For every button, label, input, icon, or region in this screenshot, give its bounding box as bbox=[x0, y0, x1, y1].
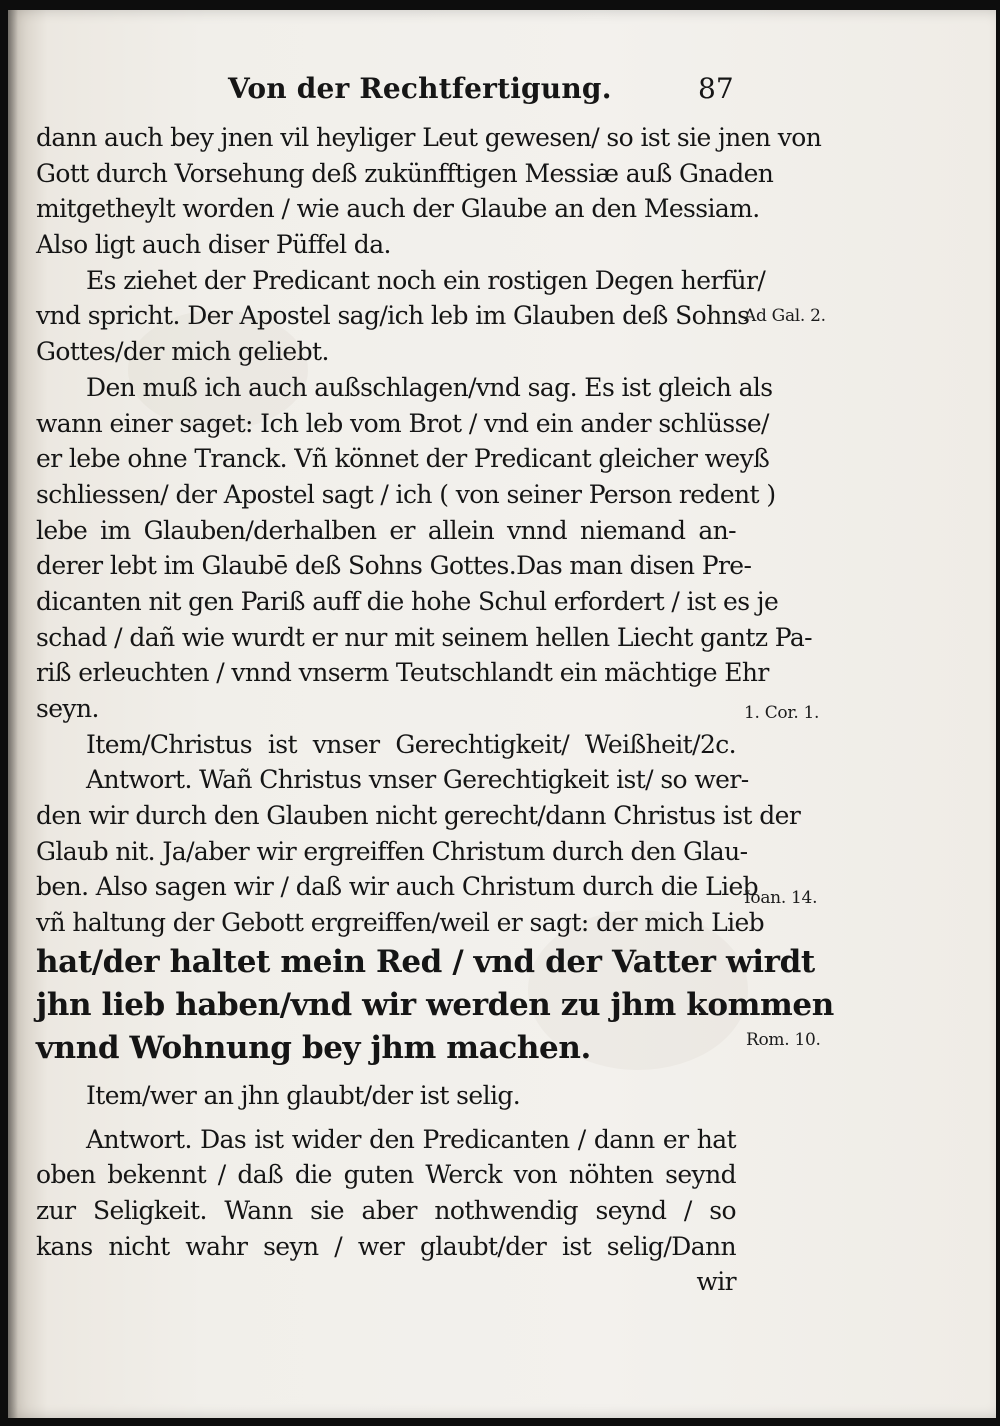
marginal-note: Ad Gal. 2. bbox=[744, 306, 826, 326]
text-line: Gottes/der mich geliebt. bbox=[36, 337, 329, 367]
page-gutter-shadow bbox=[8, 10, 18, 1418]
marginal-note: 1. Cor. 1. bbox=[744, 703, 820, 723]
text-line: Item/wer an jhn glaubt/der ist selig. bbox=[86, 1080, 521, 1110]
text-line: vñ haltung der Gebott ergreiffen/weil er sagt: der mich Lieb bbox=[36, 908, 765, 938]
text-line: Gott durch Vorsehung deß zukünfftigen Messiæ auß Gnaden bbox=[36, 158, 774, 188]
text-line: vnd spricht. Der Apostel sag/ich leb im Glauben deß Sohns bbox=[36, 301, 750, 331]
marginal-note: Rom. 10. bbox=[746, 1030, 821, 1050]
text-line: dann auch bey jnen vil heyliger Leut gewesen/ so ist sie jnen von bbox=[36, 123, 822, 152]
text-line: Es ziehet der Predicant noch ein rostigen Degen herfür/ bbox=[86, 265, 766, 295]
text-line: Antwort. Wañ Christus vnser Gerechtigkeit ist/ so wer- bbox=[86, 765, 749, 795]
text-line: den wir durch den Glauben nicht gerecht/dann Christus ist der bbox=[36, 801, 801, 831]
text-line: Item/Christus ist vnser Gerechtigkeit/ Weißheit/2c. bbox=[86, 729, 736, 759]
text-line: zur Seligkeit. Wann sie aber nothwendig seynd / so bbox=[36, 1195, 736, 1225]
text-line: vnnd Wohnung bey jhm machen. bbox=[36, 1029, 591, 1066]
page-header bbox=[0, 66, 1000, 116]
text-line: lebe im Glauben/derhalben er allein vnnd niemand an- bbox=[36, 515, 736, 545]
text-line: seyn. bbox=[36, 694, 99, 723]
text-line: Glaub nit. Ja/aber wir ergreiffen Christum durch den Glau- bbox=[36, 836, 748, 866]
running-title: Von der Rechtfertigung. bbox=[228, 72, 612, 105]
text-line: Den muß ich auch außschlagen/vnd sag. Es ist gleich als bbox=[86, 372, 773, 402]
text-line: ben. Also sagen wir / daß wir auch Christum durch die Lieb bbox=[36, 872, 759, 902]
text-line: oben bekennt / daß die guten Werck von nöhten seynd bbox=[36, 1160, 736, 1190]
marginal-note: Ioan. 14. bbox=[744, 888, 818, 908]
text-line: riß erleuchten / vnnd vnserm Teutschlandt ein mächtige Ehr bbox=[36, 658, 769, 688]
page-number: 87 bbox=[698, 72, 734, 105]
text-line: schad / dañ wie wurdt er nur mit seinem hellen Liecht gantz Pa- bbox=[36, 622, 812, 652]
text-line: er lebe ohne Tranck. Vñ könnet der Predicant gleicher weyß bbox=[36, 444, 770, 474]
text-line: derer lebt im Glaubē deß Sohns Gottes.Das man disen Pre- bbox=[36, 551, 752, 581]
text-line: Antwort. Das ist wider den Predicanten / dann er hat bbox=[86, 1124, 736, 1154]
text-line: Also ligt auch diser Püffel da. bbox=[36, 230, 391, 260]
text-line: hat/der haltet mein Red / vnd der Vatter wirdt bbox=[36, 943, 815, 980]
text-line: kans nicht wahr seyn / wer glaubt/der ist selig/Dann bbox=[36, 1231, 736, 1261]
text-line: mitgetheylt worden / wie auch der Glaube an den Messiam. bbox=[36, 194, 760, 224]
text-line: schliessen/ der Apostel sagt / ich ( von seiner Person redent ) bbox=[36, 479, 776, 509]
text-line: dicanten nit gen Pariß auff die hohe Schul erfordert / ist es je bbox=[36, 586, 779, 616]
text-line: wann einer saget: Ich leb vom Brot / vnd ein ander schlüsse/ bbox=[36, 408, 769, 438]
catchword: wir bbox=[696, 1267, 736, 1297]
text-line: jhn lieb haben/vnd wir werden zu jhm kommen bbox=[36, 986, 834, 1023]
